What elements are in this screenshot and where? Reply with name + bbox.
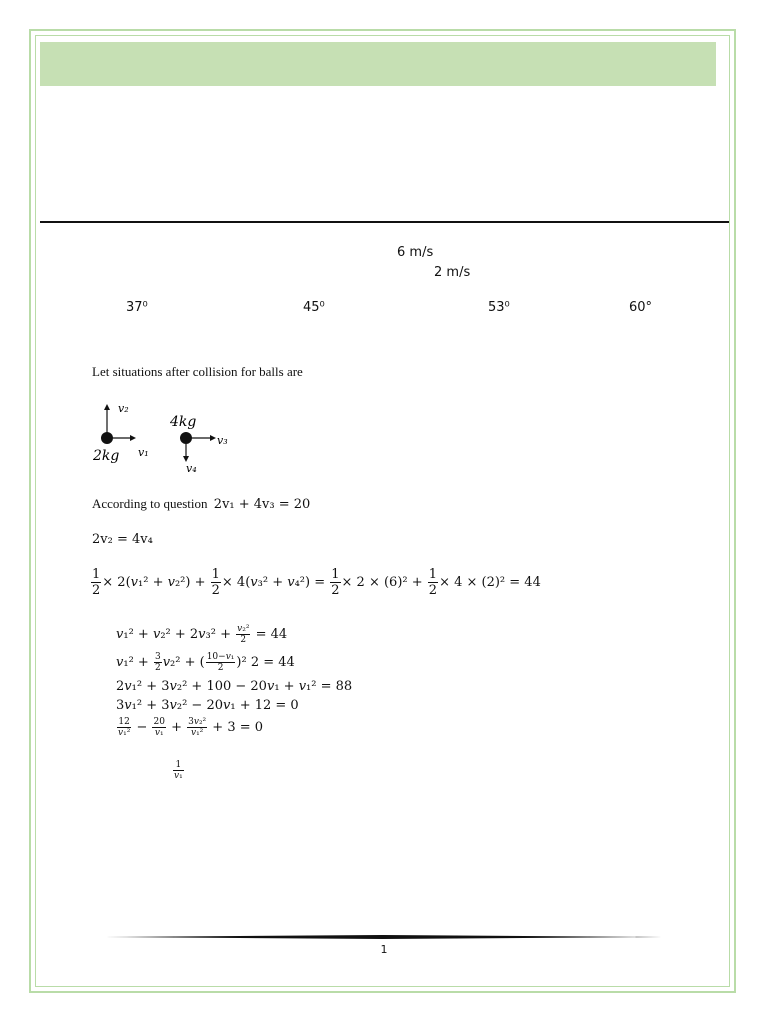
header-rule xyxy=(40,221,729,223)
label-v4: v₄ xyxy=(186,462,197,475)
option-b: 45⁰ xyxy=(303,300,325,315)
step-3: 2v₁² + 3v₂² + 100 − 20v₁ + v₁² = 88 xyxy=(116,679,353,694)
ball-1 xyxy=(101,432,113,444)
equation-momentum-x: 2v₁ + 4v₃ = 20 xyxy=(213,497,311,512)
step-6: $\frac{1}{\text{v₁}}$ xyxy=(174,760,183,781)
given-speed-1: 6 m/s xyxy=(397,245,434,260)
step-4: 3v₁² + 3v₂² − 20v₁ + 12 = 0 xyxy=(116,698,299,713)
label-mass-2: 4kg xyxy=(170,414,197,430)
v2-arrowhead xyxy=(104,404,110,410)
solution-intro: Let situations after collision for balls are xyxy=(92,364,303,379)
footer-rule xyxy=(105,935,662,939)
option-d: 60° xyxy=(629,300,653,315)
v1-arrowhead xyxy=(130,435,136,441)
v3-arrowhead xyxy=(210,435,216,441)
equation-momentum-y: 2v₂ = 4v₄ xyxy=(92,532,153,547)
option-a: 37⁰ xyxy=(126,300,148,315)
ball-2 xyxy=(180,432,192,444)
label-v2: v₂ xyxy=(118,402,129,415)
label-v1: v₁ xyxy=(138,446,149,459)
label-mass-1: 2kg xyxy=(93,448,120,464)
step-5: $\frac{12}{\text{v₁²}}$ − $\frac{20}{\text{v₁}}$ + $\frac{\text{3v₂²}}{\text{v₁²}}$ + 3 = 0 xyxy=(118,717,264,738)
given-speed-2: 2 m/s xyxy=(434,265,471,280)
label-v3: v₃ xyxy=(217,434,228,447)
collision-diagram xyxy=(90,398,250,478)
option-c: 53⁰ xyxy=(488,300,510,315)
step-1: v₁² + v₂² + 2v₃² + $\frac{\text{v₂²}}{2}$ = 44 xyxy=(116,624,288,645)
according-line xyxy=(92,496,310,512)
equation-energy: $\frac{1}{2}$ × 2(v₁² + v₂²) + $\frac{1}{2}$ × 4(v₃² + v₄²) = $\frac{1}{2}$ × 2 × (6)² + $\frac{1}{2}$ × 4 × (2)² = 44 xyxy=(92,567,541,598)
header-band xyxy=(40,42,716,86)
page-number: 1 xyxy=(380,943,388,956)
step-2: v₁² + $\frac{3}{2}$ v₂² + ( $\frac{\text{10−v₁}}{2}$ )² 2 = 44 xyxy=(116,652,295,673)
according-text: According to question xyxy=(92,496,208,511)
